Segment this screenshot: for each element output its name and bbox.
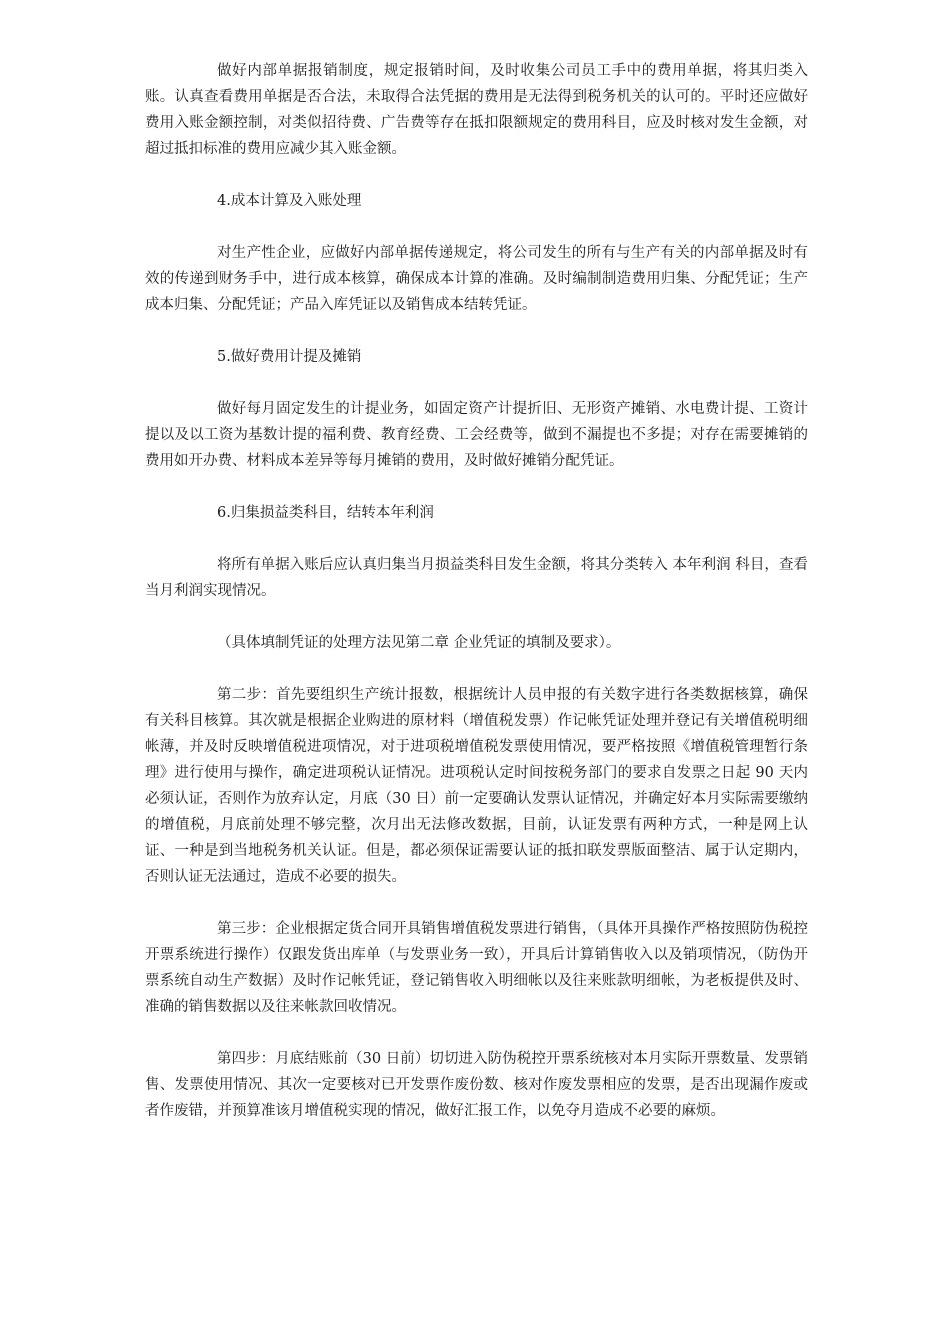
paragraph-expense-reimbursement: 做好内部单据报销制度，规定报销时间，及时收集公司员工手中的费用单据，将其归类入账。认真查看费用单据是否合法，未取得合法凭据的费用是无法得到税务机关的认可的。平时还应做好费用入账金额控制，对类似招待费、广告费等存在抵扣限额规定的费用科目，应及时核对发生金额，对超过抵扣标准的费用应减少其入账金额。 <box>145 63 808 157</box>
section-heading-accrual-amortization: 5.做好费用计提及摊销 <box>217 349 362 365</box>
section-heading-cost-calculation: 4.成本计算及入账处理 <box>217 193 362 209</box>
paragraph-step-four: 第四步：月底结账前（30 日前）切切进入防伪税控开票系统核对本月实际开票数量、发票销售、发票使用情况、其次一定要核对已开发票作废份数、核对作废发票相应的发票，是否出现漏作废或者作废错，并预算准该月增值税实现的情况，做好汇报工作，以免夺月造成不必要的麻烦。 <box>145 1051 808 1119</box>
paragraph-profit-loss: 将所有单据入账后应认真归集当月损益类科目发生金额，将其分类转入 本年利润 科目，查看当月利润实现情况。 <box>145 557 808 599</box>
document-body <box>145 58 808 1150</box>
paragraph-step-three: 第三步：企业根据定货合同开具销售增值税发票进行销售，（具体开具操作严格按照防伪税控开票系统进行操作）仅跟发货出库单（与发票业务一致），开具后计算销售收入以及销项情况，（防伪开票系统自动生产数据）及时作记帐凭证，登记销售收入明细帐以及往来账款明细帐，为老板提供及时、准确的销售数据以及往来帐款回收情况。 <box>145 921 808 1015</box>
paragraph-cost-calculation: 对生产性企业，应做好内部单据传递规定，将公司发生的所有与生产有关的内部单据及时有效的传递到财务手中，进行成本核算，确保成本计算的准确。及时编制制造费用归集、分配凭证；生产成本归集、分配凭证；产品入库凭证以及销售成本结转凭证。 <box>145 245 808 313</box>
paragraph-accrual-amortization: 做好每月固定发生的计提业务，如固定资产计提折旧、无形资产摊销、水电费计提、工资计提以及以工资为基数计提的福利费、教育经费、工会经费等，做到不漏提也不多提；对存在需要摊销的费用如开办费、材料成本差异等每月摊销的费用，及时做好摊销分配凭证。 <box>145 401 808 469</box>
section-heading-profit-loss: 6.归集损益类科目，结转本年利润 <box>217 505 434 521</box>
paragraph-step-two: 第二步：首先要组织生产统计报数，根据统计人员申报的有关数字进行各类数据核算，确保有关科目核算。其次就是根据企业购进的原材料（增值税发票）作记帐凭证处理并登记有关增值税明细帐薄，并及时反映增值税进项情况，对于进项税增值税发票使用情况，要严格按照《增值税管理暂行条理》进行使用与操作，确定进项税认证情况。进项税认定时间按税务部门的要求自发票之日起 90 天内必须认证，否则作为放弃认定，月底（30 日）前一定要确认发票认证情况，并确定好本月实际需要缴纳的增值税，月底前处理不够完整，次月出无法修改数据，目前，认证发票有两种方式，一种是网上认证、一种是到当地税务机关认证。但是，都必须保证需要认证的抵扣联发票版面整洁、属于认定期内，否则认证无法通过，造成不必要的损失。 <box>145 687 808 885</box>
paragraph-chapter-reference: （具体填制凭证的处理方法见第二章 企业凭证的填制及要求）。 <box>217 635 621 651</box>
